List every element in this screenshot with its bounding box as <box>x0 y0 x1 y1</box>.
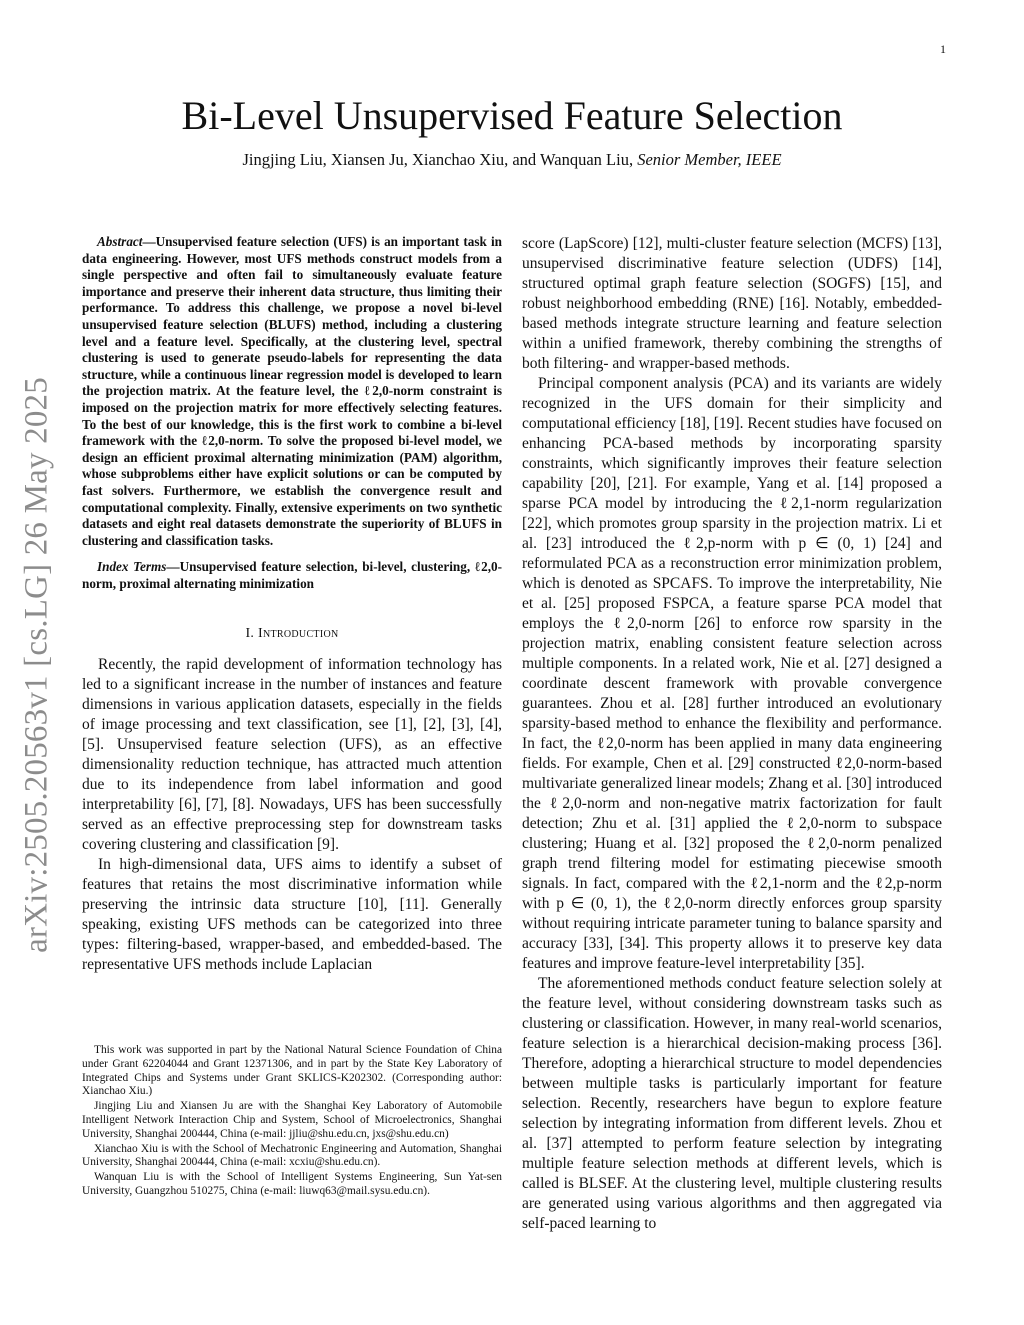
index-terms-lead: Index Terms <box>97 559 167 575</box>
section-title: Introduction <box>258 626 339 642</box>
index-terms <box>82 559 502 592</box>
author-names: Jingjing Liu, Xiansen Ju, Xianchao Xiu, and Wanquan Liu, <box>242 150 638 169</box>
paper-title: Bi-Level Unsupervised Feature Selection <box>181 93 843 138</box>
page-number: 1 <box>940 42 946 56</box>
paragraph: In high-dimensional data, UFS aims to identify a subset of features that retains the most discriminative information while preserving the intrinsic data structure [10], [11]. Generally speaking, existing UFS methods can be categorized into three types: filtering-based, wrapper-based, and embedded-based. The representative UFS methods include Laplacian <box>82 856 502 974</box>
abstract-lead: Abstract <box>97 234 143 249</box>
footnote-affiliation: Xianchao Xiu is with the School of Mechatronic Engineering and Automation, Shanghai University, Shanghai 200444, China (e-mail: xcxiu@shu.edu.cn). <box>82 1142 502 1169</box>
section-number: I. <box>245 626 259 642</box>
abstract <box>82 234 502 549</box>
right-column <box>522 234 942 1234</box>
footnote-affiliation: Wanquan Liu is with the School of Intelligent Systems Engineering, Sun Yat-sen University, Guangzhou 510275, China (e-mail: liuwq63@mail.sysu.edu.cn). <box>82 1171 502 1197</box>
paragraph: score (LapScore) [12], multi-cluster feature selection (MCFS) [13], unsupervised discriminative feature selection (UDFS) [14], structured optimal graph feature selection (SOGFS) [15], and robust neighborhood embedding (RNE) [16]. Notably, embedded-based methods integrate structure learning and feature selection within a unified framework, thereby combining the strengths of both filtering- and wrapper-based methods. <box>522 235 942 372</box>
paragraph: The aforementioned methods conduct feature selection solely at the feature level, without considering downstream tasks such as clustering or classification. However, in many real-world scenarios, feature selection is a hierarchical decision-making process [36]. Therefore, adopting a hierarchical structure to model dependencies between multiple tasks is particularly important for feature selection. Recently, researchers have begun to explore feature selection by integrating information from different levels. Zhou et al. [37] attempted to perform feature selection by integrating multiple feature selection methods at different levels, which is called is BLSEF. At the clustering level, multiple clustering results are generated using various algorithms and then aggregated via self-paced learning to <box>522 975 942 1232</box>
arxiv-identifier-text: arXiv:2505.20563v1 [cs.LG] 26 May 2025 <box>18 377 55 953</box>
author-line <box>0 150 1024 170</box>
index-terms-text: —Unsupervised feature selection, bi-level, clustering, ℓ2,0-norm, proximal alternating minimization <box>82 559 503 591</box>
footnote-affiliation: Jingjing Liu and Xiansen Ju are with the Shanghai Key Laboratory of Automobile Intelligent Network Interaction Chip and System, School of Microelectronics, Shanghai University, Shanghai 200444, China (e-mail: jjliu@shu.edu.cn, jxs@shu.edu.cn) <box>82 1100 502 1140</box>
left-column <box>82 234 502 975</box>
paragraph: Principal component analysis (PCA) and its variants are widely recognized in the UFS domain for their simplicity and computational efficiency [18], [19]. Recent studies have focused on enhancing PCA-based methods by incorporating sparsity constraints, which significantly improves their feature selection capability [20], [21]. For example, Yang et al. [14] proposed a sparse PCA model by introducing the ℓ2,1-norm regularization [22], which promotes group sparsity in the projection matrix. Li et al. [23] introduced the ℓ2,p-norm with p ∈ (0, 1) [24] and reformulated PCA as a reconstruction error minimization problem, which is denoted as SPCAFS. To improve the interpretability, Nie et al. [25] proposed FSPCA, a feature sparse PCA model that employs the ℓ2,0-norm [26] to enforce row sparsity in the projection matrix, enabling consistent feature selection across multiple components. In a related work, Nie et al. [27] designed a coordinate descent framework with provable convergence guarantees. Zhou et al. [28] further introduced an evolutionary sparsity-based method to enhance the flexibility and performance. In fact, the ℓ2,0-norm has been applied in many data engineering fields. For example, Chen et al. [29] constructed ℓ2,0-norm-based multivariate generalized linear models; Zhang et al. [30] introduced the ℓ2,0-norm and non-negative matrix factorization for fault detection; Zhu et al. [31] applied the ℓ2,0-norm to subspace clustering; Huang et al. [32] proposed the ℓ2,0-norm penalized graph trend filtering model for estimating piecewise smooth signals. In fact, compared with the ℓ2,1-norm and the ℓ2,p-norm with p ∈ (0, 1), the ℓ2,0-norm directly enforces group sparsity without requiring intricate parameter tuning to balance sparsity and accuracy [33], [34]. This property allows it to preserve key data features and improve feature-level interpretability [35]. <box>522 375 942 972</box>
abstract-text: —Unsupervised feature selection (UFS) is an important task in data engineering. However, most UFS methods construct models from a single perspective and often fail to simultaneously evaluate feature importance and preserve their inherent data structure, thus limiting their performance. To address this challenge, we propose a novel bi-level unsupervised feature selection (BLUFS) method, including a clustering level and a feature level. Specifically, at the clustering level, spectral clustering is used to generate pseudo-labels for representing the data structure, while a continuous linear regression model is developed to learn the projection matrix. At the feature level, the ℓ2,0-norm constraint is imposed on the projection matrix for more effectively selecting features. To the best of our knowledge, this is the first work to combine a bi-level framework with the ℓ2,0-norm. To solve the proposed bi-level model, we design an efficient proximal alternating minimization (PAM) algorithm, whose subproblems either have explicit solutions or can be computed by fast solvers. Furthermore, we establish the convergence result and computational complexity. Finally, extensive experiments on two synthetic datasets and eight real datasets demonstrate the superiority of BLUFS in clustering and classification tasks. <box>82 234 502 548</box>
section-heading-introduction <box>82 626 502 642</box>
author-membership: Senior Member, IEEE <box>637 150 782 169</box>
arxiv-identifier-stamp[interactable] <box>17 370 57 960</box>
paragraph: Recently, the rapid development of information technology has led to a significant increase in the number of instances and feature dimensions in various application datasets, especially in the fields of image processing and text classification, see [1], [2], [3], [4], [5]. Unsupervised feature selection (UFS), as an effective dimensionality reduction technique, has attracted much attention due to its independence from label information and good interpretability [6], [7], [8]. Nowadays, UFS has been successfully served as an effective preprocessing step for downstream tasks covering clustering and classification [9]. <box>82 656 502 854</box>
footnote-funding: This work was supported in part by the National Natural Science Foundation of China under Grant 62204044 and Grant 12371306, and in part by the State Key Laboratory of Integrated Chips and Systems under Grant SKLICS-K202302. (Corresponding author: Xianchao Xiu.) <box>82 1044 502 1098</box>
footnotes <box>82 1044 502 1200</box>
